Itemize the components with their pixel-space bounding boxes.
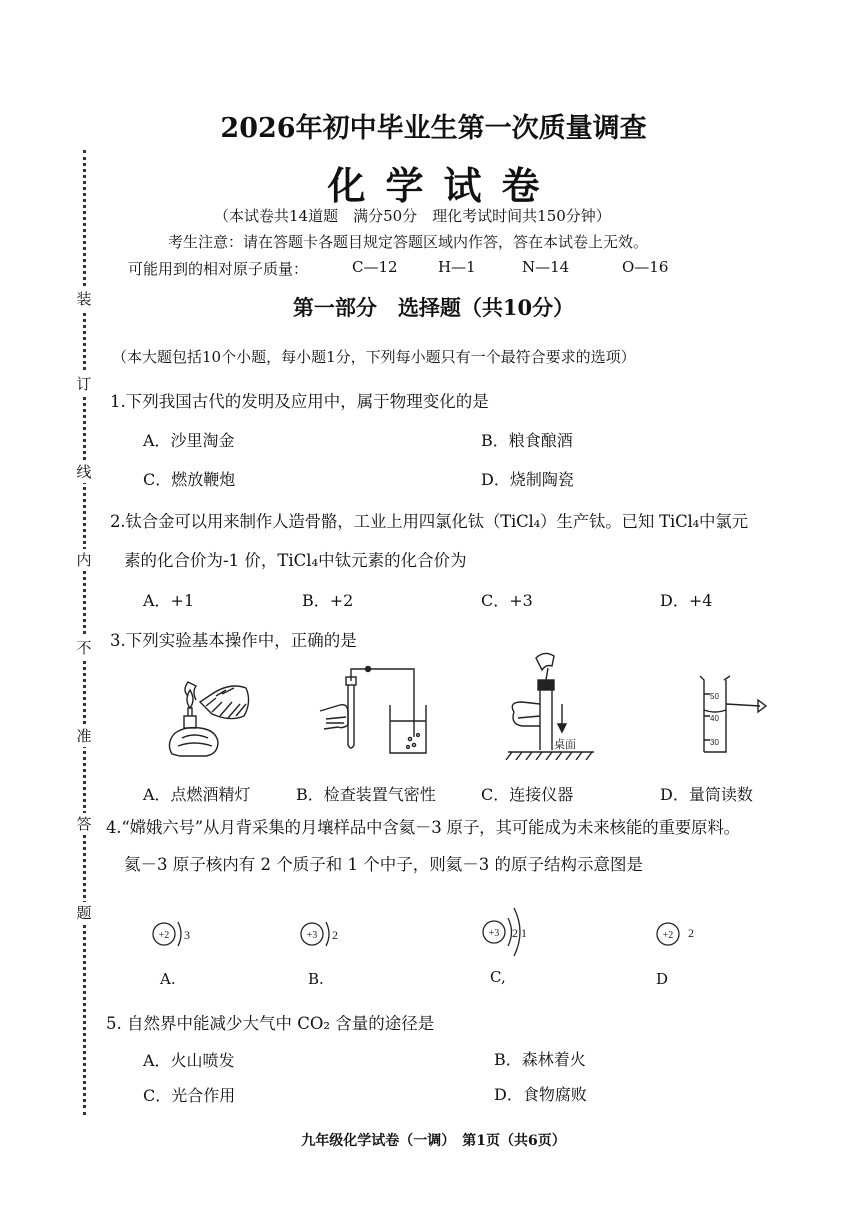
margin-char: 线	[72, 461, 96, 483]
margin-char: 内	[72, 549, 96, 571]
question-2-option-d[interactable]: D．+4	[660, 591, 713, 610]
atom-a-nucleus: +2	[158, 930, 170, 941]
question-5-option-d[interactable]: D．食物腐败	[494, 1085, 587, 1104]
airtightness-figure	[318, 665, 428, 760]
atom-diagram-d	[654, 912, 704, 956]
question-2-stem-line1: 2.钛合金可以用来制作人造骨骼，工业上用四氯化钛（TiCl₄）生产钛。已知 TiCl₄中氯元	[110, 512, 748, 531]
question-2-option-b[interactable]: B．+2	[302, 591, 354, 610]
atom-label-b[interactable]: B.	[308, 970, 324, 988]
atom-d-electrons: 2	[688, 926, 694, 940]
question-3-option-c[interactable]: C．连接仪器	[481, 785, 574, 804]
cylinder-tick: 50	[710, 692, 719, 701]
atomic-mass: N—14	[522, 258, 570, 276]
cylinder-tick: 30	[710, 738, 719, 747]
section-instruction: （本大题包括10个小题，每小题1分，下列每小题只有一个最符合要求的选项）	[112, 348, 636, 366]
atom-diagram-b	[298, 912, 348, 956]
margin-char: 题	[72, 902, 96, 924]
question-1-option-d[interactable]: D．烧制陶瓷	[481, 470, 574, 489]
connect-apparatus-figure	[488, 650, 608, 760]
question-2-option-a[interactable]: A．+1	[143, 591, 195, 610]
atomic-masses-label: 可能用到的相对原子质量：	[128, 260, 309, 278]
cylinder-tick: 40	[710, 714, 719, 723]
margin-char: 不	[72, 637, 96, 659]
atomic-mass: H—1	[438, 258, 476, 276]
page-footer: 九年级化学试卷（一调） 第1页（共6页）	[301, 1133, 566, 1149]
question-1-option-c[interactable]: C．燃放鞭炮	[143, 470, 236, 489]
atom-c-electrons: 2 1	[512, 926, 527, 940]
question-3-option-a[interactable]: A．点燃酒精灯	[143, 785, 251, 804]
margin-char: 订	[72, 373, 96, 395]
atom-diagram-c	[480, 902, 540, 962]
margin-char: 准	[72, 725, 96, 747]
margin-char: 装	[72, 288, 96, 310]
desk-label: 桌面	[554, 739, 576, 751]
alcohol-lamp-figure	[160, 672, 260, 762]
question-1-option-b[interactable]: B．粮食酿酒	[481, 431, 573, 450]
atomic-mass: C—12	[352, 258, 398, 276]
atom-label-a[interactable]: A.	[160, 970, 176, 988]
exam-title: 2026年初中毕业生第一次质量调查	[220, 113, 647, 144]
question-3-option-b[interactable]: B．检查装置气密性	[296, 785, 436, 804]
margin-char: 答	[72, 813, 96, 835]
section-title: 第一部分 选择题（共10分）	[292, 295, 575, 320]
question-2-option-c[interactable]: C．+3	[481, 591, 533, 610]
atom-b-electrons: 2	[332, 928, 338, 942]
exam-subtitle: 化学试卷	[327, 163, 560, 208]
atom-c-nucleus: +3	[488, 928, 500, 939]
question-4-stem-line1: 4.“嫦娥六号”从月背采集的月壤样品中含氦－3 原子，其可能成为未来核能的重要原料。	[106, 818, 740, 837]
exam-info: （本试卷共14道题 满分50分 理化考试时间共150分钟）	[214, 207, 611, 225]
exam-notice: 考生注意：请在答题卡各题目规定答题区域内作答，答在本试卷上无效。	[168, 233, 649, 251]
atom-label-c[interactable]: C,	[490, 968, 506, 986]
question-3-option-d[interactable]: D．量筒读数	[660, 785, 753, 804]
question-4-stem-line2: 氦－3 原子核内有 2 个质子和 1 个中子，则氦－3 的原子结构示意图是	[124, 855, 643, 874]
atom-diagram-a	[150, 912, 200, 956]
question-5-option-a[interactable]: A．火山喷发	[143, 1051, 235, 1070]
question-5-stem: 5. 自然界中能减少大气中 CO₂ 含量的途径是	[106, 1014, 435, 1033]
question-3-stem: 3.下列实验基本操作中，正确的是	[110, 631, 357, 650]
question-2-stem-line2: 素的化合价为-1 价，TiCl₄中钛元素的化合价为	[124, 551, 467, 570]
question-5-option-c[interactable]: C．光合作用	[143, 1086, 236, 1105]
atom-b-nucleus: +3	[306, 930, 318, 941]
question-1-option-a[interactable]: A．沙里淘金	[143, 431, 235, 450]
question-1-stem: 1.下列我国古代的发明及应用中，属于物理变化的是	[110, 392, 489, 411]
graduated-cylinder-figure	[690, 670, 780, 760]
atomic-mass: O—16	[622, 258, 669, 276]
atom-label-d[interactable]: D	[656, 970, 669, 988]
question-5-option-b[interactable]: B．森林着火	[494, 1050, 586, 1069]
atom-d-nucleus: +2	[662, 930, 674, 941]
atom-a-electrons: 3	[184, 928, 190, 942]
